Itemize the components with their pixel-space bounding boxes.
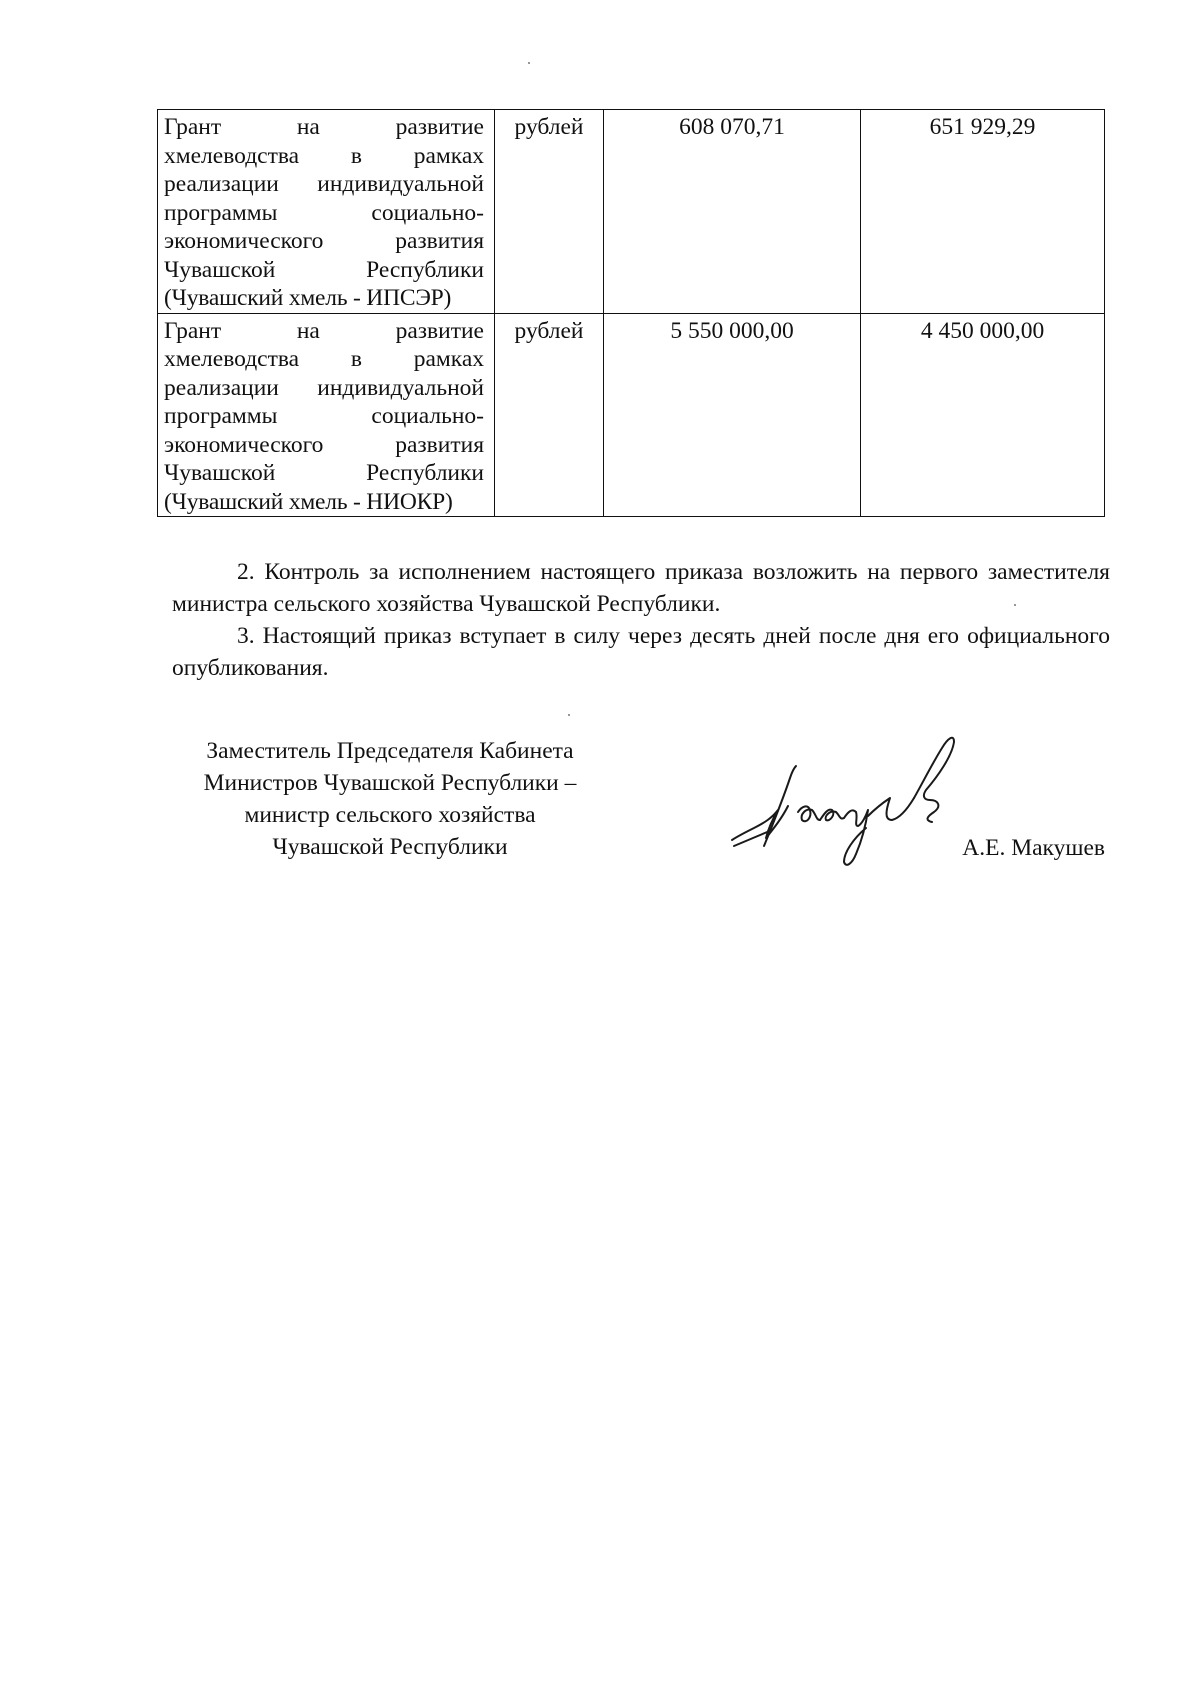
grant-name-line: программы социально- — [164, 199, 484, 226]
grant-name-line: экономического развития — [164, 228, 484, 254]
grant-name-line: Грант на развитие — [164, 114, 484, 140]
scan-speck — [1014, 604, 1016, 606]
signer-position-line: Чувашской Республики — [272, 834, 508, 860]
scan-speck — [528, 62, 530, 64]
grant-name-line: (Чувашский хмель - ИПСЭР) — [164, 285, 452, 311]
grant-name-cell — [158, 110, 495, 314]
table-row — [158, 110, 1105, 314]
signer-position-line: Заместитель Председателя Кабинета — [206, 738, 574, 764]
grant-name-cell — [158, 313, 495, 517]
grant-name-line: реализации индивидуальной — [164, 374, 484, 401]
value-1-cell: 608 070,71 — [604, 110, 861, 314]
value-1-cell: 5 550 000,00 — [604, 313, 861, 517]
unit-cell: рублей — [495, 313, 604, 517]
grant-name-line: реализации индивидуальной — [164, 171, 484, 197]
paragraph-effective-date-text: 3. Настоящий приказ вступает в силу через десять дней после дня его официального опубликования. — [172, 623, 1110, 681]
grant-name-line: экономического развития — [164, 431, 484, 458]
table-row — [158, 313, 1105, 517]
paragraph-control-text: 2. Контроль за исполнением настоящего приказа возложить на первого заместителя министра сельского хозяйства Чувашской Республики. — [172, 559, 1110, 617]
paragraph-effective-date — [172, 620, 1110, 684]
grant-name-line: Грант на развитие — [164, 317, 484, 344]
grant-name-line: хмелеводства в рамках — [164, 346, 484, 372]
signer-name: А.Е. Макушев — [962, 835, 1105, 861]
scan-speck — [568, 714, 570, 716]
grant-name-line: Чувашской Республики — [164, 256, 484, 283]
unit-cell: рублей — [495, 110, 604, 314]
handwritten-signature — [728, 728, 978, 873]
signer-position-line: министр сельского хозяйства — [244, 802, 536, 828]
signer-position — [170, 735, 610, 863]
paragraph-control — [172, 556, 1110, 620]
grant-name-line: хмелеводства в рамках — [164, 142, 484, 169]
grant-name-line: (Чувашский хмель - НИОКР) — [164, 488, 453, 515]
value-2-cell: 651 929,29 — [861, 110, 1105, 314]
value-2-cell: 4 450 000,00 — [861, 313, 1105, 517]
grants-table — [157, 109, 1105, 517]
signer-position-line: Министров Чувашской Республики – — [203, 770, 577, 796]
grant-name-line: программы социально- — [164, 403, 484, 429]
grant-name-line: Чувашской Республики — [164, 460, 484, 486]
